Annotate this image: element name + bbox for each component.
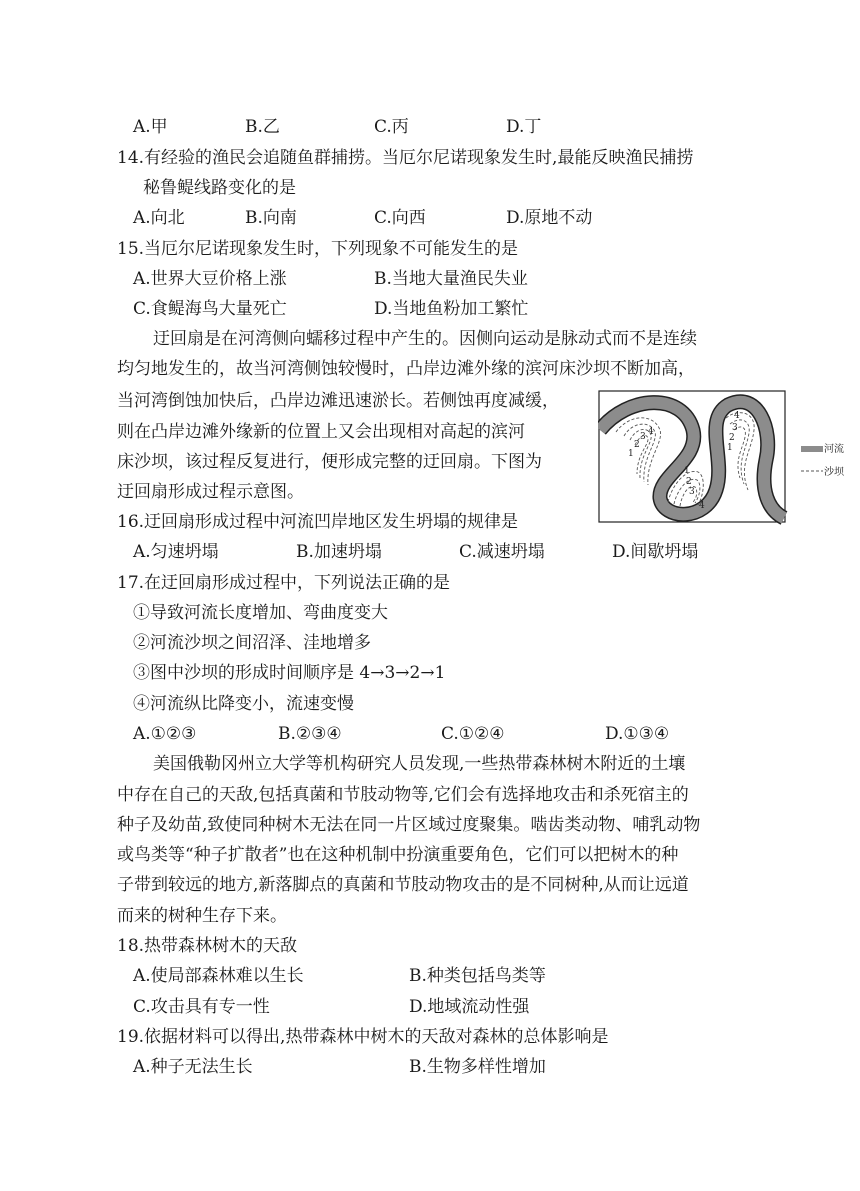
q17-statement: ④河流纵比降变小，流速变慢	[133, 694, 354, 714]
passage1-line: 均匀地发生的，故当河湾侧蚀较慢时，凸岸边滩外缘的滨河床沙坝不断加高，	[117, 359, 695, 379]
q15-option-b[interactable]: B.当地大量渔民失业	[374, 269, 528, 289]
q16-stem: 16.迂回扇形成过程中河流凹岸地区发生坍塌的规律是	[117, 512, 519, 532]
q17-statement: ①导致河流长度增加、弯曲度变大	[133, 603, 388, 623]
bar-label: 1	[727, 443, 733, 453]
q15-option-d[interactable]: D.当地鱼粉加工繁忙	[374, 299, 529, 319]
legend-river-label: 河流	[824, 444, 844, 455]
q16-option-d[interactable]: D.间歇坍塌	[612, 542, 699, 562]
passage2-line: 美国俄勒冈州立大学等机构研究人员发现,一些热带森林树木附近的土壤	[153, 754, 686, 774]
q14-option-d[interactable]: D.原地不动	[506, 208, 593, 228]
passage1-line: 当河湾倒蚀加快后，凸岸边滩迅速淤长。若侧蚀再度减缓，	[117, 391, 559, 411]
bar-label: 1	[628, 449, 634, 459]
q17-option-b[interactable]: B.②③④	[278, 724, 342, 744]
q15-stem: 15.当厄尔尼诺现象发生时，下列现象不可能发生的是	[117, 239, 519, 259]
passage2-line: 种子及幼苗,致使同种树木无法在同一片区域过度聚集。啮齿类动物、哺乳动物	[117, 815, 701, 835]
q19-option-b[interactable]: B.生物多样性增加	[409, 1057, 546, 1077]
q16-option-a[interactable]: A.匀速坍塌	[133, 542, 219, 562]
q17-option-a[interactable]: A.①②③	[133, 724, 197, 744]
q16-option-c[interactable]: C.减速坍塌	[459, 542, 545, 562]
q14-stem: 14.有经验的渔民会追随鱼群捕捞。当厄尔尼诺现象发生时,最能反映渔民捕捞	[117, 148, 694, 168]
q14-option-c[interactable]: C.向西	[374, 208, 426, 228]
passage2-line: 子带到较远的地方,新落脚点的真菌和节肢动物攻击的是不同树种,从而让远道	[117, 875, 689, 895]
bar-label: 3	[640, 432, 646, 442]
bar-label: 4	[648, 427, 654, 437]
passage2-line: 或鸟类等“种子扩散者”也在这种机制中扮演重要角色，它们可以把树木的种	[117, 845, 679, 865]
q13-option-d[interactable]: D.丁	[506, 117, 542, 137]
passage2-line: 而来的树种生存下来。	[117, 906, 287, 926]
q17-option-c[interactable]: C.①②④	[441, 724, 505, 744]
passage1-line: 迂回扇是在河湾侧向蠕移过程中产生的。因侧向运动是脉动式而不是连续	[153, 329, 697, 349]
legend-river-swatch	[801, 446, 823, 452]
bar-label: 2	[634, 440, 640, 450]
q17-statement: ②河流沙坝之间沼泽、洼地增多	[133, 633, 371, 653]
meander-diagram-svg	[598, 390, 848, 525]
q19-option-a[interactable]: A.种子无法生长	[133, 1057, 253, 1077]
legend-bar-label: 沙坝	[824, 467, 844, 478]
q13-option-a[interactable]: A.甲	[133, 117, 168, 137]
q14-option-b[interactable]: B.向南	[245, 208, 297, 228]
q18-option-a[interactable]: A.使局部森林难以生长	[133, 966, 304, 986]
passage2-line: 中存在自己的天敌,包括真菌和节肢动物等,它们会有选择地攻击和杀死宿主的	[117, 785, 689, 805]
bar-label: 4	[734, 411, 740, 421]
bar-label: 2	[729, 433, 735, 443]
bar-label: 3	[732, 423, 738, 433]
bar-label: 2	[686, 477, 692, 487]
bar-label: 3	[689, 487, 695, 497]
q13-option-b[interactable]: B.乙	[245, 117, 280, 137]
q15-option-c[interactable]: C.食鳀海鸟大量死亡	[133, 299, 287, 319]
bar-label: 1	[684, 466, 690, 476]
q16-option-b[interactable]: B.加速坍塌	[296, 542, 382, 562]
q14-stem-cont: 秘鲁鳀线路变化的是	[143, 178, 296, 198]
q15-option-a[interactable]: A.世界大豆价格上涨	[133, 269, 287, 289]
q17-option-d[interactable]: D.①③④	[605, 724, 670, 744]
meander-diagram	[598, 390, 848, 525]
q19-stem: 19.依据材料可以得出,热带森林中树木的天敌对森林的总体影响是	[117, 1027, 609, 1047]
passage1-line: 床沙坝，该过程反复进行，便形成完整的迂回扇。下图为	[117, 452, 542, 472]
q18-option-c[interactable]: C.攻击具有专一性	[133, 997, 270, 1017]
bar-label: 4	[699, 501, 705, 511]
q17-statement: ③图中沙坝的形成时间顺序是 4→3→2→1	[133, 663, 446, 683]
q18-option-d[interactable]: D.地域流动性强	[409, 997, 530, 1017]
q14-option-a[interactable]: A.向北	[133, 208, 185, 228]
q13-option-c[interactable]: C.丙	[374, 117, 409, 137]
q17-stem: 17.在迂回扇形成过程中，下列说法正确的是	[117, 573, 451, 593]
q18-stem: 18.热带森林树木的天敌	[117, 936, 298, 956]
q18-option-b[interactable]: B.种类包括鸟类等	[409, 966, 546, 986]
passage1-line: 迂回扇形成过程示意图。	[117, 482, 304, 502]
passage1-line: 则在凸岸边滩外缘新的位置上又会出现相对高起的滨河	[117, 422, 525, 442]
